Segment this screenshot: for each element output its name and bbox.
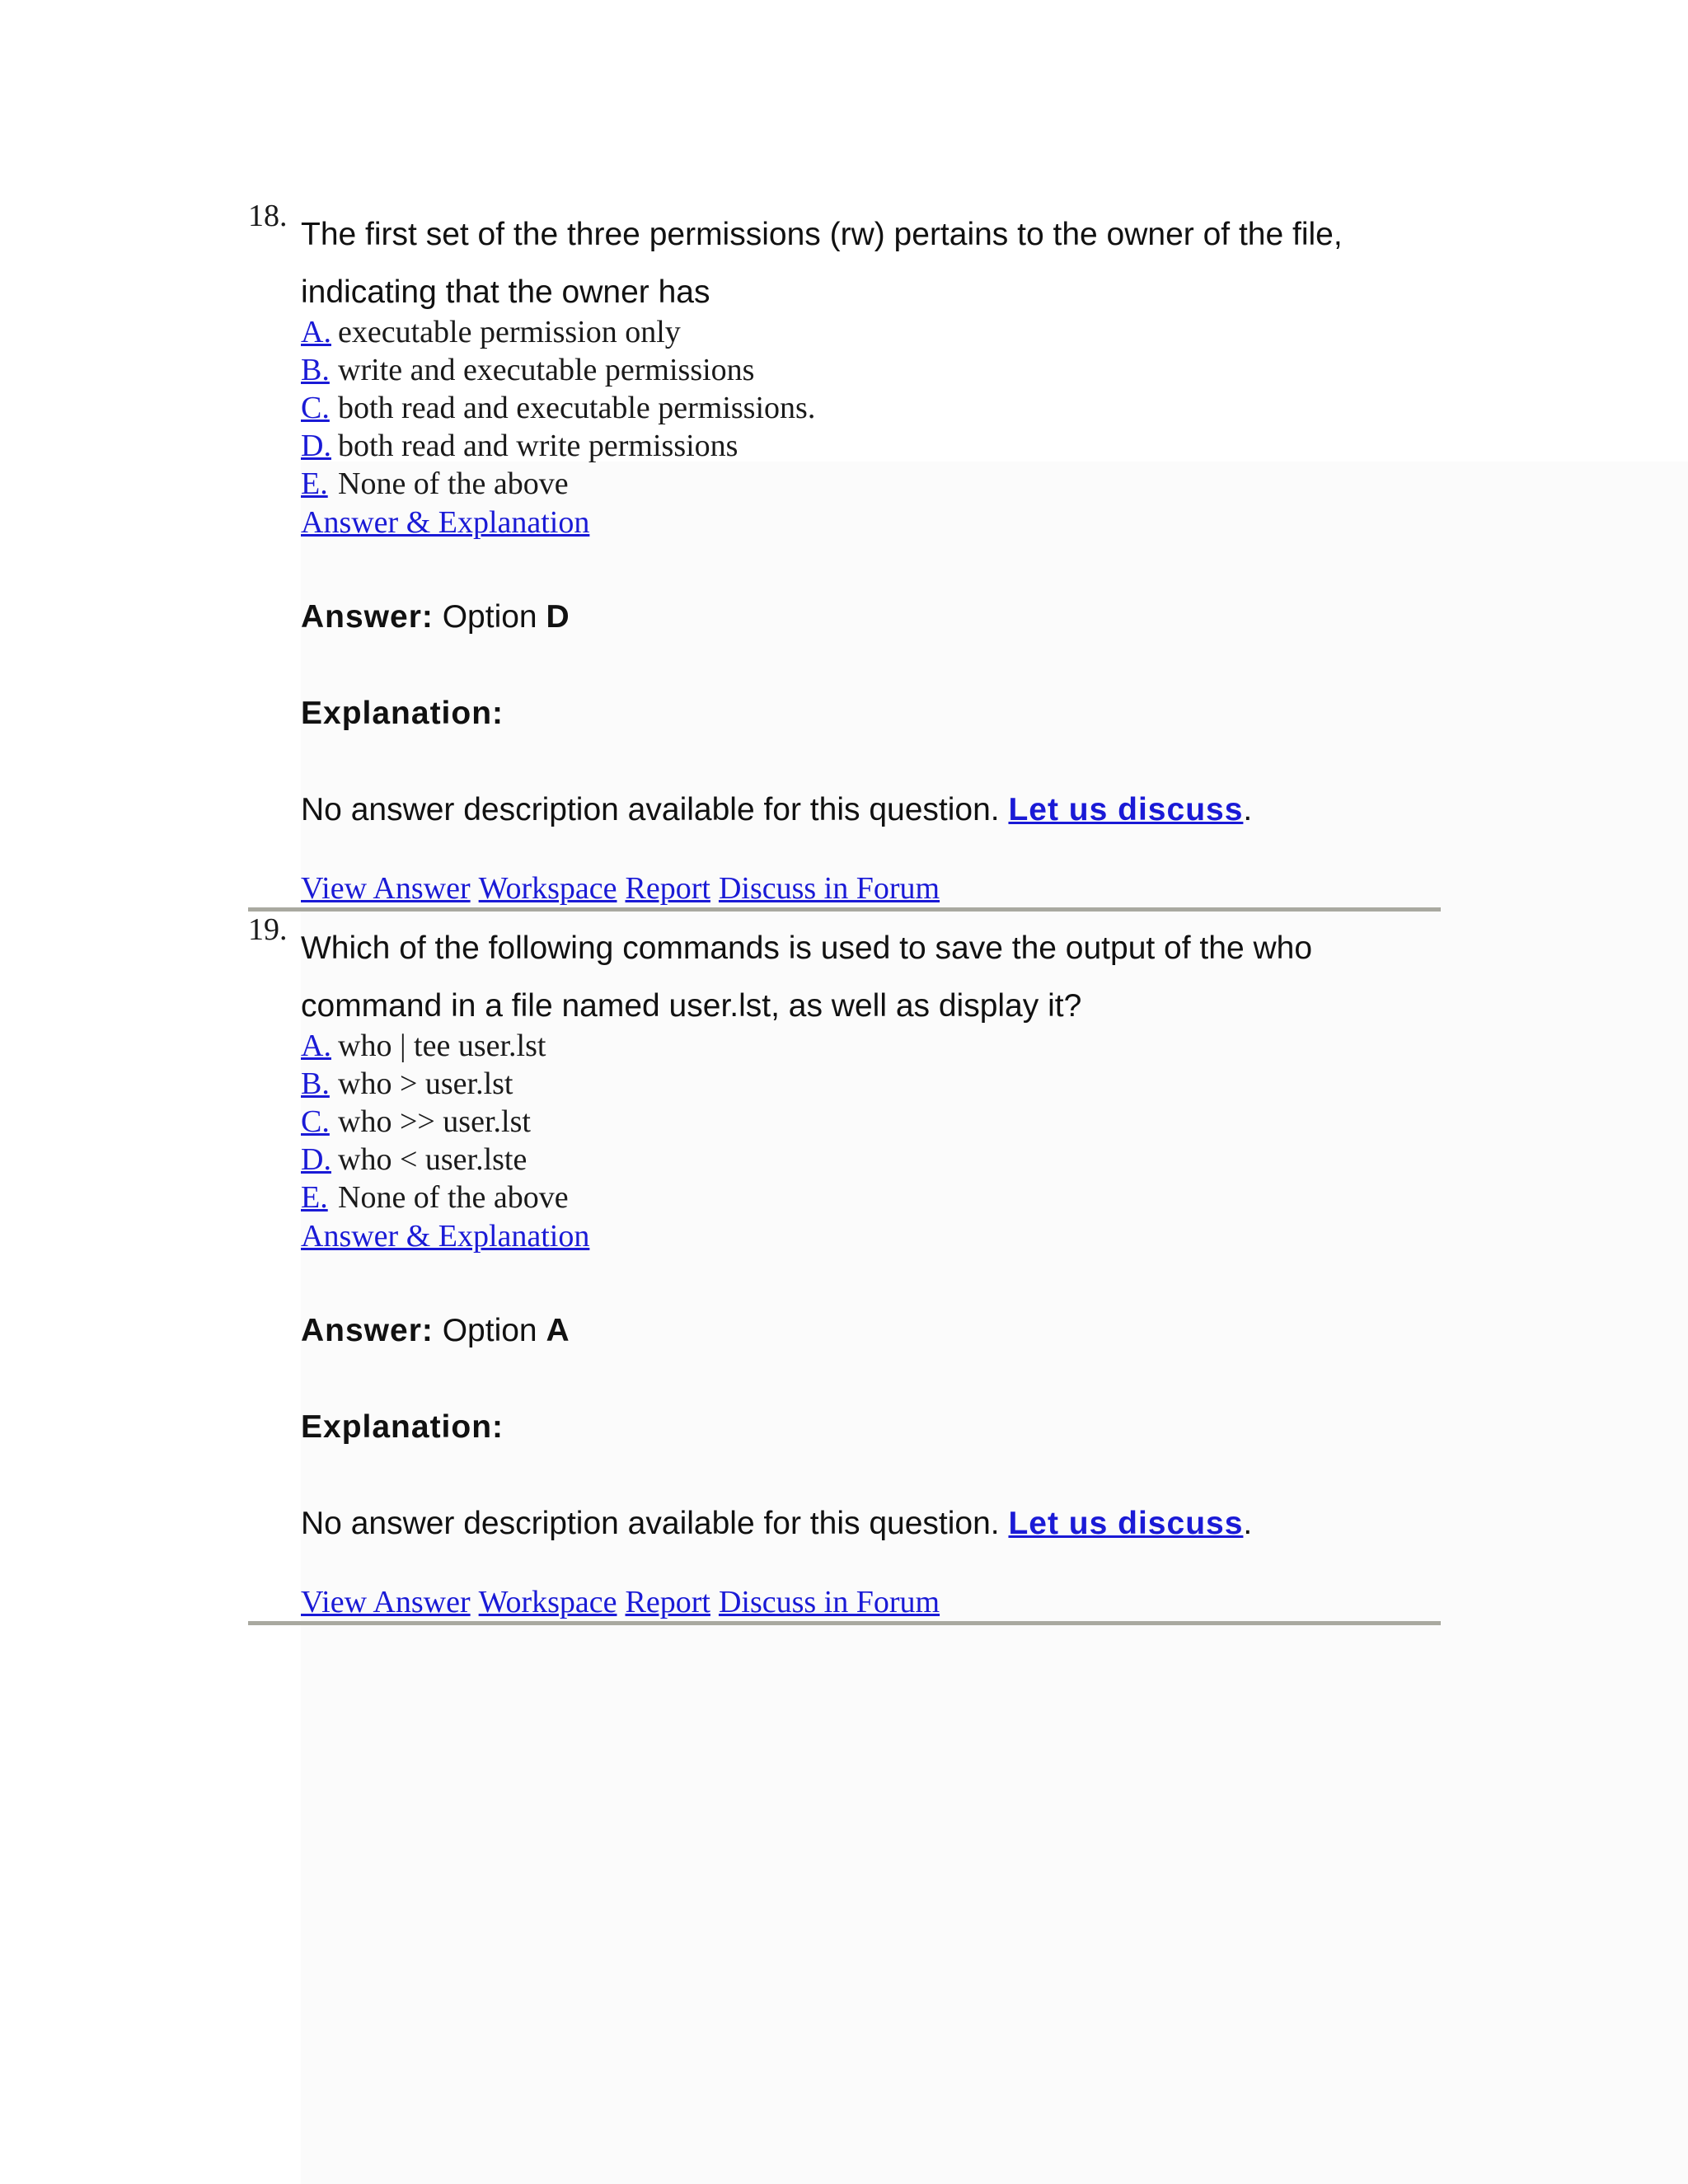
option-list	[301, 1027, 569, 1216]
option-b	[301, 1065, 569, 1103]
option-letter-link[interactable]: C.	[301, 1104, 330, 1139]
option-text: both read and write permissions	[338, 429, 738, 463]
question-number: 18.	[248, 199, 288, 233]
option-text: who < user.lste	[338, 1142, 528, 1177]
option-a	[301, 1027, 569, 1065]
report-link[interactable]: Report	[625, 1585, 710, 1619]
answer-explanation-link[interactable]: Answer & Explanation	[301, 1219, 590, 1254]
report-link[interactable]: Report	[625, 871, 710, 906]
option-c	[301, 389, 815, 427]
option-letter-link[interactable]: A.	[301, 315, 331, 349]
answer-label: Answer:	[301, 1313, 434, 1348]
option-e	[301, 1179, 569, 1216]
option-letter-link[interactable]: B.	[301, 1066, 330, 1101]
answer-line	[301, 599, 570, 635]
question-footer-links	[301, 1584, 945, 1620]
option-text: who > user.lst	[338, 1066, 513, 1101]
answer-option-word: Option	[442, 1313, 537, 1348]
option-text: None of the above	[338, 466, 569, 501]
discuss-in-forum-link[interactable]: Discuss in Forum	[718, 1585, 940, 1619]
answer-label: Answer:	[301, 599, 434, 635]
option-c	[301, 1103, 569, 1141]
question-divider	[248, 1621, 1441, 1625]
view-answer-link[interactable]: View Answer	[301, 871, 471, 906]
option-letter-link[interactable]: D.	[301, 1142, 331, 1177]
explanation-text-line	[301, 1506, 1252, 1542]
answer-letter: D	[546, 599, 570, 635]
option-e	[301, 465, 815, 503]
option-text: None of the above	[338, 1180, 569, 1215]
option-text: who | tee user.lst	[338, 1029, 546, 1063]
answer-explanation-link[interactable]: Answer & Explanation	[301, 505, 590, 540]
option-letter-link[interactable]: D.	[301, 429, 331, 463]
let-us-discuss-link[interactable]: Let us discuss	[1008, 792, 1244, 827]
explanation-label: Explanation:	[301, 696, 504, 731]
option-letter-link[interactable]: A.	[301, 1029, 331, 1063]
question-text: Which of the following commands is used to save the output of the who command in a file named user.lst, as well as display it?	[301, 930, 1313, 1024]
explanation-text: No answer description available for this question.	[301, 1506, 1000, 1541]
answer-option-word: Option	[442, 599, 537, 635]
explanation-text-line	[301, 792, 1252, 828]
question-divider	[248, 907, 1441, 912]
option-d	[301, 427, 815, 465]
discuss-suffix: .	[1243, 1506, 1253, 1541]
explanation-label: Explanation:	[301, 1409, 504, 1445]
question-text: The first set of the three permissions (rw) pertains to the owner of the file, indicating that the owner has	[301, 217, 1343, 310]
option-letter-link[interactable]: E.	[301, 466, 328, 501]
explanation-text: No answer description available for this question.	[301, 792, 1000, 827]
discuss-suffix: .	[1243, 792, 1253, 827]
option-text: both read and executable permissions.	[338, 391, 816, 425]
option-letter-link[interactable]: E.	[301, 1180, 328, 1215]
option-text: executable permission only	[338, 315, 681, 349]
question-footer-links	[301, 870, 945, 907]
option-a	[301, 313, 815, 351]
discuss-in-forum-link[interactable]: Discuss in Forum	[718, 871, 940, 906]
option-b	[301, 351, 815, 389]
option-d	[301, 1141, 569, 1179]
question-number: 19.	[248, 912, 288, 947]
option-letter-link[interactable]: B.	[301, 353, 330, 387]
view-answer-link[interactable]: View Answer	[301, 1585, 471, 1619]
option-letter-link[interactable]: C.	[301, 391, 330, 425]
option-text: write and executable permissions	[338, 353, 755, 387]
answer-line	[301, 1313, 570, 1349]
workspace-link[interactable]: Workspace	[478, 1585, 617, 1619]
option-text: who >> user.lst	[338, 1104, 531, 1139]
option-list	[301, 313, 815, 503]
workspace-link[interactable]: Workspace	[478, 871, 617, 906]
let-us-discuss-link[interactable]: Let us discuss	[1008, 1506, 1244, 1541]
answer-letter: A	[546, 1313, 570, 1348]
